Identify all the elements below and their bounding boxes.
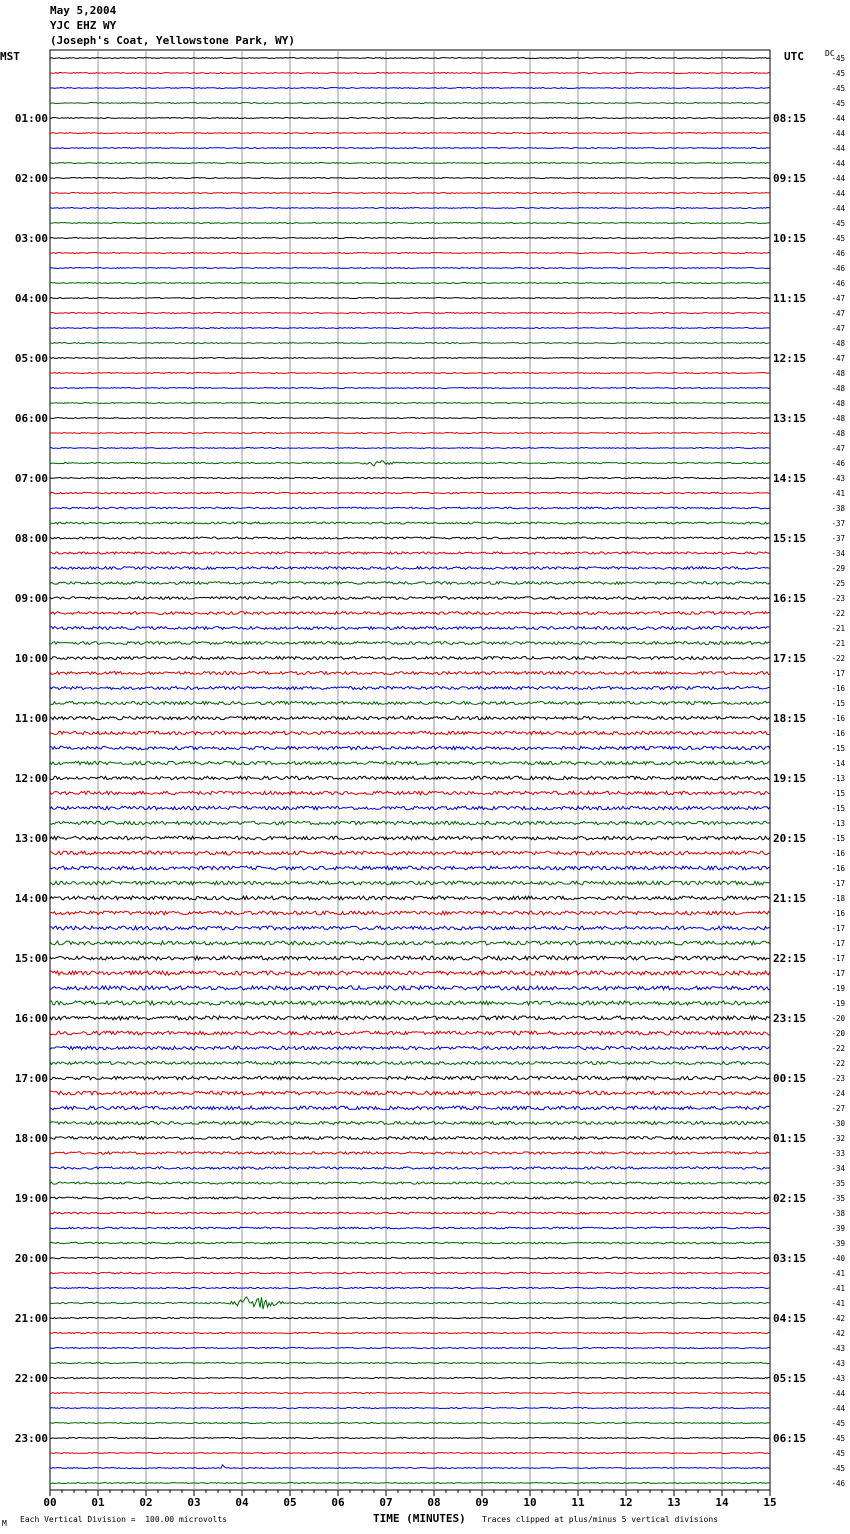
dc-offset-label: -27 <box>831 1104 845 1113</box>
trace-row <box>50 388 770 389</box>
utc-hour-label: 06:15 <box>773 1432 807 1445</box>
utc-hour-label: 02:15 <box>773 1192 807 1205</box>
trace-row <box>50 88 770 89</box>
trace-row <box>50 208 770 209</box>
trace-row <box>50 686 770 689</box>
dc-offset-label: -39 <box>831 1224 845 1233</box>
utc-hour-label: 15:15 <box>773 532 807 545</box>
trace-row <box>50 313 770 314</box>
dc-offset-label: -44 <box>831 204 845 213</box>
trace-row <box>50 1137 770 1140</box>
trace-row <box>50 1197 770 1199</box>
trace-row <box>50 716 770 719</box>
dc-offset-label: -15 <box>831 744 845 753</box>
trace-row <box>50 1046 770 1049</box>
dc-offset-label: -16 <box>831 714 845 723</box>
trace-row <box>50 358 770 359</box>
dc-offset-label: -44 <box>831 144 845 153</box>
dc-offset-label: -39 <box>831 1239 845 1248</box>
corner-mark: M <box>2 1519 7 1528</box>
trace-row <box>50 1001 770 1005</box>
utc-hour-label: 14:15 <box>773 472 807 485</box>
trace-row <box>50 1422 770 1423</box>
dc-offset-label: -48 <box>831 399 845 408</box>
dc-offset-label: -38 <box>831 504 845 513</box>
trace-row <box>50 956 770 960</box>
mst-hour-label: 21:00 <box>14 1312 48 1325</box>
trace-row <box>50 896 770 900</box>
trace-row <box>50 1465 770 1469</box>
trace-row <box>50 731 770 734</box>
dc-offset-label: -46 <box>831 1479 845 1488</box>
dc-offset-label: -16 <box>831 864 845 873</box>
trace-row <box>50 1016 770 1020</box>
trace-row <box>50 1167 770 1169</box>
mst-hour-label: 03:00 <box>14 232 48 245</box>
trace-row <box>50 448 770 449</box>
trace-row <box>50 1212 770 1214</box>
dc-offset-label: -16 <box>831 909 845 918</box>
dc-offset-label: -33 <box>831 1149 845 1158</box>
trace-row <box>50 223 770 224</box>
trace-row <box>50 926 770 930</box>
trace-row <box>50 1257 770 1259</box>
utc-hour-label: 23:15 <box>773 1012 807 1025</box>
dc-offset-label: -20 <box>831 1029 845 1038</box>
dc-offset-label: -22 <box>831 1044 845 1053</box>
x-tick-label: 15 <box>763 1496 777 1509</box>
dc-offset-label: -15 <box>831 699 845 708</box>
trace-row <box>50 298 770 299</box>
dc-offset-label: -22 <box>831 609 845 618</box>
trace-row <box>50 238 770 239</box>
dc-offset-label: -43 <box>831 474 845 483</box>
dc-offset-label: -43 <box>831 1344 845 1353</box>
dc-offset-label: -23 <box>831 1074 845 1083</box>
x-tick-label: 10 <box>523 1496 537 1509</box>
dc-offset-label: -23 <box>831 594 845 603</box>
dc-offset-label: -18 <box>831 894 845 903</box>
trace-row <box>50 148 770 149</box>
mst-hour-label: 02:00 <box>14 172 48 185</box>
mst-hour-label: 09:00 <box>14 592 48 605</box>
dc-offset-label: -16 <box>831 729 845 738</box>
mst-label: MST <box>0 50 20 63</box>
trace-row <box>50 1483 770 1484</box>
trace-row <box>50 657 770 660</box>
dc-offset-label: -30 <box>831 1119 845 1128</box>
dc-offset-label: -44 <box>831 1404 845 1413</box>
utc-hour-label: 11:15 <box>773 292 807 305</box>
dc-offset-label: -19 <box>831 999 845 1008</box>
dc-offset-label: -43 <box>831 1359 845 1368</box>
dc-offset-label: -47 <box>831 444 845 453</box>
dc-offset-label: -44 <box>831 129 845 138</box>
dc-offset-label: -45 <box>831 99 845 108</box>
x-tick-label: 00 <box>43 1496 57 1509</box>
dc-offset-label: -16 <box>831 684 845 693</box>
trace-row <box>50 642 770 645</box>
trace-row <box>50 1272 770 1274</box>
dc-offset-label: -34 <box>831 1164 845 1173</box>
utc-hour-label: 09:15 <box>773 172 807 185</box>
trace-row <box>50 866 770 870</box>
trace-row <box>50 776 770 780</box>
x-tick-label: 07 <box>379 1496 393 1509</box>
dc-offset-label: -13 <box>831 774 845 783</box>
utc-hour-label: 13:15 <box>773 412 807 425</box>
dc-offset-label: -17 <box>831 879 845 888</box>
trace-row <box>50 1242 770 1244</box>
dc-offset-label: -47 <box>831 294 845 303</box>
dc-offset-label: -46 <box>831 249 845 258</box>
trace-row <box>50 567 770 570</box>
dc-offset-label: -37 <box>831 534 845 543</box>
header-location: (Joseph's Coat, Yellowstone Park, WY) <box>50 34 296 47</box>
dc-offset-label: -13 <box>831 819 845 828</box>
dc-offset-label: -48 <box>831 369 845 378</box>
dc-offset-label: -22 <box>831 654 845 663</box>
mst-hour-label: 11:00 <box>14 712 48 725</box>
trace-row <box>50 58 770 59</box>
dc-offset-label: -45 <box>831 1449 845 1458</box>
mst-hour-label: 19:00 <box>14 1192 48 1205</box>
seismic-traces <box>50 58 770 1484</box>
mst-hour-label: 12:00 <box>14 772 48 785</box>
dc-offset-label: -41 <box>831 1284 845 1293</box>
trace-row <box>50 1091 770 1095</box>
trace-row <box>50 746 770 749</box>
x-tick-label: 12 <box>619 1496 633 1509</box>
dc-offset-label: -16 <box>831 849 845 858</box>
plot-frame <box>50 50 770 1490</box>
trace-row <box>50 1106 770 1110</box>
dc-offset-label: -32 <box>831 1134 845 1143</box>
x-tick-label: 06 <box>331 1496 345 1509</box>
dc-offset-label: -14 <box>831 759 845 768</box>
trace-row <box>50 1453 770 1454</box>
trace-row <box>50 1031 770 1035</box>
trace-row <box>50 791 770 795</box>
dc-offset-label: -17 <box>831 939 845 948</box>
mst-hour-label: 07:00 <box>14 472 48 485</box>
dc-offset-label: -35 <box>831 1194 845 1203</box>
x-tick-label: 01 <box>91 1496 105 1509</box>
dc-offset-label: -17 <box>831 969 845 978</box>
trace-row <box>50 403 770 404</box>
x-tick-label: 02 <box>139 1496 153 1509</box>
trace-row <box>50 522 770 524</box>
dc-offset-label: -46 <box>831 459 845 468</box>
mst-hour-label: 23:00 <box>14 1432 48 1445</box>
trace-row <box>50 1407 770 1408</box>
trace-row <box>50 328 770 329</box>
dc-offset-label: -48 <box>831 429 845 438</box>
dc-offset-label: -25 <box>831 579 845 588</box>
mst-hour-label: 08:00 <box>14 532 48 545</box>
trace-row <box>50 1317 770 1318</box>
header-station: YJC EHZ WY <box>50 19 117 32</box>
trace-row <box>50 118 770 119</box>
dc-offset-label: -46 <box>831 279 845 288</box>
trace-row <box>50 1121 770 1124</box>
utc-hour-label: 08:15 <box>773 112 807 125</box>
dc-offset-label: -17 <box>831 924 845 933</box>
dc-offset-label: -44 <box>831 1389 845 1398</box>
utc-hour-label: 12:15 <box>773 352 807 365</box>
x-tick-label: 09 <box>475 1496 489 1509</box>
trace-row <box>50 1332 770 1333</box>
x-tick-label: 11 <box>571 1496 585 1509</box>
trace-row <box>50 582 770 585</box>
trace-row <box>50 1377 770 1378</box>
dc-offset-label: -45 <box>831 234 845 243</box>
mst-hour-label: 01:00 <box>14 112 48 125</box>
x-tick-label: 13 <box>667 1496 681 1509</box>
dc-offset-label: -41 <box>831 1299 845 1308</box>
trace-row <box>50 433 770 434</box>
dc-offset-label: -20 <box>831 1014 845 1023</box>
trace-row <box>50 671 770 674</box>
dc-offset-label: -44 <box>831 114 845 123</box>
mst-hour-label: 22:00 <box>14 1372 48 1385</box>
trace-row <box>50 821 770 825</box>
trace-row <box>50 986 770 990</box>
dc-offset-label: -37 <box>831 519 845 528</box>
dc-offset-label: -41 <box>831 489 845 498</box>
trace-row <box>50 761 770 764</box>
trace-row <box>50 1227 770 1229</box>
trace-row <box>50 1392 770 1393</box>
dc-offset-label: -45 <box>831 54 845 63</box>
dc-offset-label: -42 <box>831 1329 845 1338</box>
mst-hour-label: 20:00 <box>14 1252 48 1265</box>
dc-offset-label: -43 <box>831 1374 845 1383</box>
dc-offset-label: -44 <box>831 189 845 198</box>
utc-label: UTC <box>784 50 804 63</box>
dc-offset-label: -21 <box>831 624 845 633</box>
trace-row <box>50 73 770 74</box>
trace-row <box>50 343 770 344</box>
plot-grid <box>50 50 770 1496</box>
dc-offset-label: -45 <box>831 219 845 228</box>
mst-hour-label: 06:00 <box>14 412 48 425</box>
trace-row <box>50 851 770 855</box>
trace-row <box>50 1152 770 1155</box>
trace-row <box>50 268 770 269</box>
dc-offset-label: -45 <box>831 69 845 78</box>
utc-hour-label: 17:15 <box>773 652 807 665</box>
trace-row <box>50 911 770 915</box>
trace-row <box>50 627 770 630</box>
dc-offset-label: -40 <box>831 1254 845 1263</box>
x-axis-title: TIME (MINUTES) <box>373 1512 466 1525</box>
dc-offset-label: -38 <box>831 1209 845 1218</box>
scale-note: Each Vertical Division = 100.00 microvolts <box>20 1515 228 1524</box>
trace-row <box>50 537 770 539</box>
trace-row <box>50 1347 770 1348</box>
trace-row <box>50 881 770 885</box>
trace-row <box>50 971 770 975</box>
trace-row <box>50 418 770 419</box>
trace-row <box>50 1362 770 1363</box>
x-tick-label: 03 <box>187 1496 201 1509</box>
trace-row <box>50 597 770 600</box>
mst-hour-label: 05:00 <box>14 352 48 365</box>
dc-offset-label: -44 <box>831 174 845 183</box>
trace-row <box>50 103 770 104</box>
clip-note: Traces clipped at plus/minus 5 vertical divisions <box>482 1515 719 1524</box>
x-tick-label: 14 <box>715 1496 729 1509</box>
dc-offset-label: -45 <box>831 84 845 93</box>
dc-label: DC <box>825 49 835 58</box>
x-tick-label: 08 <box>427 1496 441 1509</box>
dc-offset-label: -19 <box>831 984 845 993</box>
utc-hour-label: 04:15 <box>773 1312 807 1325</box>
dc-offset-label: -24 <box>831 1089 845 1098</box>
dc-offset-label: -35 <box>831 1179 845 1188</box>
trace-row <box>50 701 770 704</box>
mst-hour-label: 14:00 <box>14 892 48 905</box>
mst-hour-label: 15:00 <box>14 952 48 965</box>
trace-row <box>50 612 770 615</box>
dc-offset-label: -44 <box>831 159 845 168</box>
trace-row <box>50 373 770 374</box>
utc-hour-label: 21:15 <box>773 892 807 905</box>
dc-offset-label: -15 <box>831 789 845 798</box>
trace-row <box>50 253 770 254</box>
dc-offset-label: -47 <box>831 354 845 363</box>
dc-offset-label: -42 <box>831 1314 845 1323</box>
utc-hour-label: 16:15 <box>773 592 807 605</box>
dc-offset-label: -48 <box>831 414 845 423</box>
dc-offset-label: -45 <box>831 1419 845 1428</box>
trace-row <box>50 133 770 134</box>
trace-row <box>50 941 770 945</box>
mst-hour-label: 13:00 <box>14 832 48 845</box>
utc-hour-label: 01:15 <box>773 1132 807 1145</box>
utc-hour-label: 19:15 <box>773 772 807 785</box>
dc-offset-label: -17 <box>831 669 845 678</box>
dc-offset-label: -47 <box>831 309 845 318</box>
dc-offset-label: -29 <box>831 564 845 573</box>
dc-offset-label: -45 <box>831 1434 845 1443</box>
dc-offset-label: -22 <box>831 1059 845 1068</box>
trace-row <box>50 1437 770 1438</box>
trace-row <box>50 193 770 194</box>
dc-offset-label: -47 <box>831 324 845 333</box>
mst-hour-label: 16:00 <box>14 1012 48 1025</box>
utc-hour-label: 03:15 <box>773 1252 807 1265</box>
dc-offset-label: -41 <box>831 1269 845 1278</box>
dc-offset-label: -48 <box>831 339 845 348</box>
trace-row <box>50 806 770 810</box>
trace-row <box>50 1287 770 1288</box>
utc-hour-label: 05:15 <box>773 1372 807 1385</box>
trace-row <box>50 492 770 493</box>
dc-offset-label: -15 <box>831 804 845 813</box>
mst-hour-label: 04:00 <box>14 292 48 305</box>
trace-row <box>50 1061 770 1064</box>
dc-offset-label: -45 <box>831 1464 845 1473</box>
dc-offset-label: -34 <box>831 549 845 558</box>
dc-offset-label: -48 <box>831 384 845 393</box>
header-date: May 5,2004 <box>50 4 117 17</box>
trace-row <box>50 163 770 164</box>
mst-hour-label: 10:00 <box>14 652 48 665</box>
utc-hour-label: 22:15 <box>773 952 807 965</box>
x-tick-label: 05 <box>283 1496 297 1509</box>
trace-row <box>50 461 770 466</box>
utc-hour-label: 10:15 <box>773 232 807 245</box>
trace-row <box>50 1297 770 1309</box>
axis-labels <box>15 54 846 1509</box>
trace-row <box>50 836 770 840</box>
dc-offset-label: -21 <box>831 639 845 648</box>
dc-offset-label: -46 <box>831 264 845 273</box>
utc-hour-label: 18:15 <box>773 712 807 725</box>
trace-row <box>50 178 770 179</box>
trace-row <box>50 283 770 284</box>
utc-hour-label: 20:15 <box>773 832 807 845</box>
mst-hour-label: 17:00 <box>14 1072 48 1085</box>
dc-offset-label: -17 <box>831 954 845 963</box>
trace-row <box>50 477 770 478</box>
dc-offset-label: -15 <box>831 834 845 843</box>
trace-row <box>50 1182 770 1184</box>
trace-row <box>50 552 770 554</box>
trace-row <box>50 1076 770 1079</box>
mst-hour-label: 18:00 <box>14 1132 48 1145</box>
utc-hour-label: 00:15 <box>773 1072 807 1085</box>
trace-row <box>50 507 770 509</box>
x-tick-label: 04 <box>235 1496 249 1509</box>
